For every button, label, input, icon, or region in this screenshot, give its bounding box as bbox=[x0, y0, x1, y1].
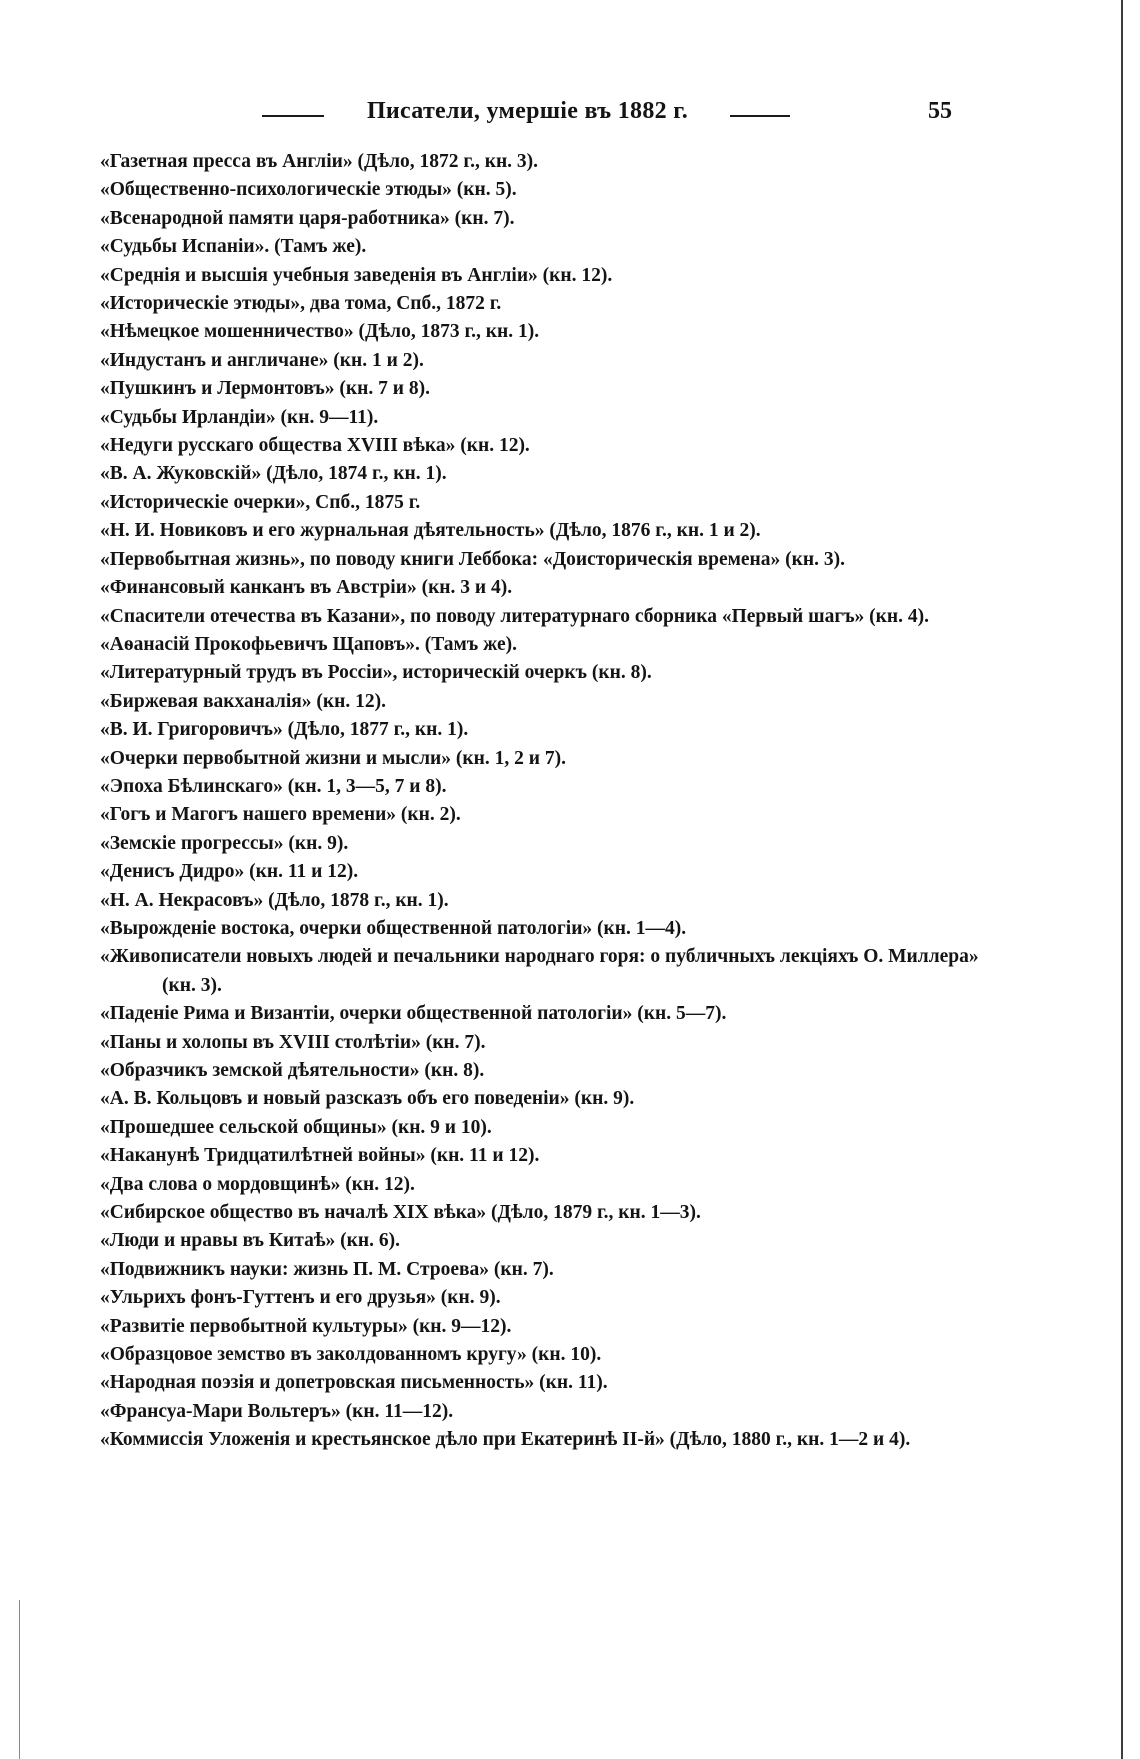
bibliography-entry: «В. А. Жуковскій» (Дѣло, 1874 г., кн. 1). bbox=[100, 463, 447, 485]
bibliography-entry: «Паны и холопы въ XVIII столѣтіи» (кн. 7). bbox=[100, 1031, 486, 1053]
bibliography-entry: «Всенародной памяти царя-работника» (кн. 7). bbox=[100, 207, 515, 229]
bibliography-entry: «Историческіе этюды», два тома, Спб., 1872 г. bbox=[100, 293, 502, 315]
bibliography-entry: «Два слова о мордовщинѣ» (кн. 12). bbox=[100, 1173, 415, 1195]
bibliography-entry: «Франсуа-Мари Вольтеръ» (кн. 11—12). bbox=[100, 1400, 454, 1422]
bibliography-list bbox=[100, 148, 980, 1455]
bibliography-entry: «Прошедшее сельской общины» (кн. 9 и 10). bbox=[100, 1116, 492, 1138]
bibliography-entry: «Аѳанасій Прокофьевичъ Щаповъ». (Тамъ же). bbox=[100, 633, 517, 655]
bibliography-entry: «Судьбы Ирландіи» (кн. 9—11). bbox=[100, 406, 379, 428]
bibliography-entry: «Денисъ Дидро» (кн. 11 и 12). bbox=[100, 861, 359, 883]
bibliography-entry: «Сибирское общество въ началѣ XIX вѣка» (Дѣло, 1879 г., кн. 1—3). bbox=[100, 1202, 701, 1224]
bibliography-entry: «Развитіе первобытной культуры» (кн. 9—12). bbox=[100, 1315, 512, 1337]
bibliography-entry: «Н. А. Некрасовъ» (Дѣло, 1878 г., кн. 1). bbox=[100, 889, 449, 911]
bibliography-entry: «Биржевая вакханалія» (кн. 12). bbox=[100, 690, 386, 712]
bibliography-entry: «Среднія и высшія учебныя заведенія въ Англіи» (кн. 12). bbox=[100, 264, 613, 286]
bibliography-entry: «Земскіе прогрессы» (кн. 9). bbox=[100, 832, 349, 854]
bibliography-entry: «Нѣмецкое мошенничество» (Дѣло, 1873 г., кн. 1). bbox=[100, 321, 540, 343]
bibliography-entry: «Подвижникъ науки: жизнь П. М. Строева» (кн. 7). bbox=[100, 1258, 554, 1280]
bibliography-entry: «Газетная пресса въ Англіи» (Дѣло, 1872 г., кн. 3). bbox=[100, 151, 539, 172]
page-number: 55 bbox=[928, 98, 952, 124]
page-edge-rule bbox=[1121, 0, 1123, 1759]
bibliography-entry: «Первобытная жизнь», по поводу книги Леббока: «Доисторическія времена» (кн. 3). bbox=[100, 548, 845, 570]
bibliography-entry: «Образчикъ земской дѣятельности» (кн. 8). bbox=[100, 1060, 485, 1081]
bibliography-entry: «Индустанъ и англичане» (кн. 1 и 2). bbox=[100, 349, 424, 371]
bibliography-entry: «Литературный трудъ въ Россіи», историческій очеркъ (кн. 8). bbox=[100, 662, 652, 684]
bibliography-entry: «Коммиссія Уложенія и крестьянское дѣло при Екатеринѣ II-й» (Дѣло, 1880 г., кн. 1—2 и 4). bbox=[100, 1429, 911, 1451]
bibliography-entry: «Народная поэзія и допетровская письменность» (кн. 11). bbox=[100, 1372, 608, 1394]
bibliography-entry: «Образцовое земство въ заколдованномъ кругу» (кн. 10). bbox=[100, 1344, 602, 1366]
header-dash-right bbox=[730, 115, 790, 117]
bibliography-entry: «В. И. Григоровичъ» (Дѣло, 1877 г., кн. 1). bbox=[100, 719, 469, 741]
header-dash-left bbox=[262, 115, 324, 117]
bibliography-entry: «Пушкинъ и Лермонтовъ» (кн. 7 и 8). bbox=[100, 378, 430, 400]
bibliography-entry: «Эпоха Бѣлинскаго» (кн. 1, 3—5, 7 и 8). bbox=[100, 775, 447, 797]
bibliography-entry: «Спасители отечества въ Казани», по поводу литературнаго сборника «Первый шагъ» (кн. 4). bbox=[100, 605, 930, 627]
running-title: Писатели, умершіе въ 1882 г. bbox=[366, 98, 689, 124]
running-header bbox=[0, 98, 1140, 132]
bibliography-entry: «Финансовый канканъ въ Австріи» (кн. 3 и 4). bbox=[100, 577, 513, 599]
bibliography-entry: «Наканунѣ Тридцатилѣтней войны» (кн. 11 и 12). bbox=[100, 1145, 540, 1167]
bibliography-entry: «Недуги русскаго общества XVIII вѣка» (кн. 12). bbox=[100, 435, 530, 457]
bibliography-entry: «Гогъ и Магогъ нашего времени» (кн. 2). bbox=[100, 804, 461, 826]
bibliography-entry: «Историческіе очерки», Спб., 1875 г. bbox=[100, 491, 421, 513]
bibliography-entry: «А. В. Кольцовъ и новый разсказъ объ его поведеніи» (кн. 9). bbox=[100, 1088, 635, 1110]
bibliography-entry: «Очерки первобытной жизни и мысли» (кн. 1, 2 и 7). bbox=[100, 747, 566, 769]
bibliography-entry: «Судьбы Испаніи». (Тамъ же). bbox=[100, 236, 367, 258]
bibliography-entry: «Общественно-психологическіе этюды» (кн. 5). bbox=[100, 179, 517, 201]
bibliography-entry: «Живописатели новыхъ людей и печальники народнаго горя: о публичныхъ лекціяхъ О. Миллера» (кн. 3). bbox=[100, 946, 979, 996]
bibliography-entry: «Паденіе Рима и Византіи, очерки общественной патологіи» (кн. 5—7). bbox=[100, 1003, 727, 1025]
margin-rule bbox=[19, 1600, 20, 1759]
bibliography-entry: «Вырожденіе востока, очерки общественной патологіи» (кн. 1—4). bbox=[100, 917, 687, 939]
bibliography-entry: «Люди и нравы въ Китаѣ» (кн. 6). bbox=[100, 1230, 401, 1252]
bibliography-entry: «Ульрихъ фонъ-Гуттенъ и его друзья» (кн. 9). bbox=[100, 1287, 501, 1309]
bibliography-entry: «Н. И. Новиковъ и его журнальная дѣятельность» (Дѣло, 1876 г., кн. 1 и 2). bbox=[100, 520, 761, 542]
